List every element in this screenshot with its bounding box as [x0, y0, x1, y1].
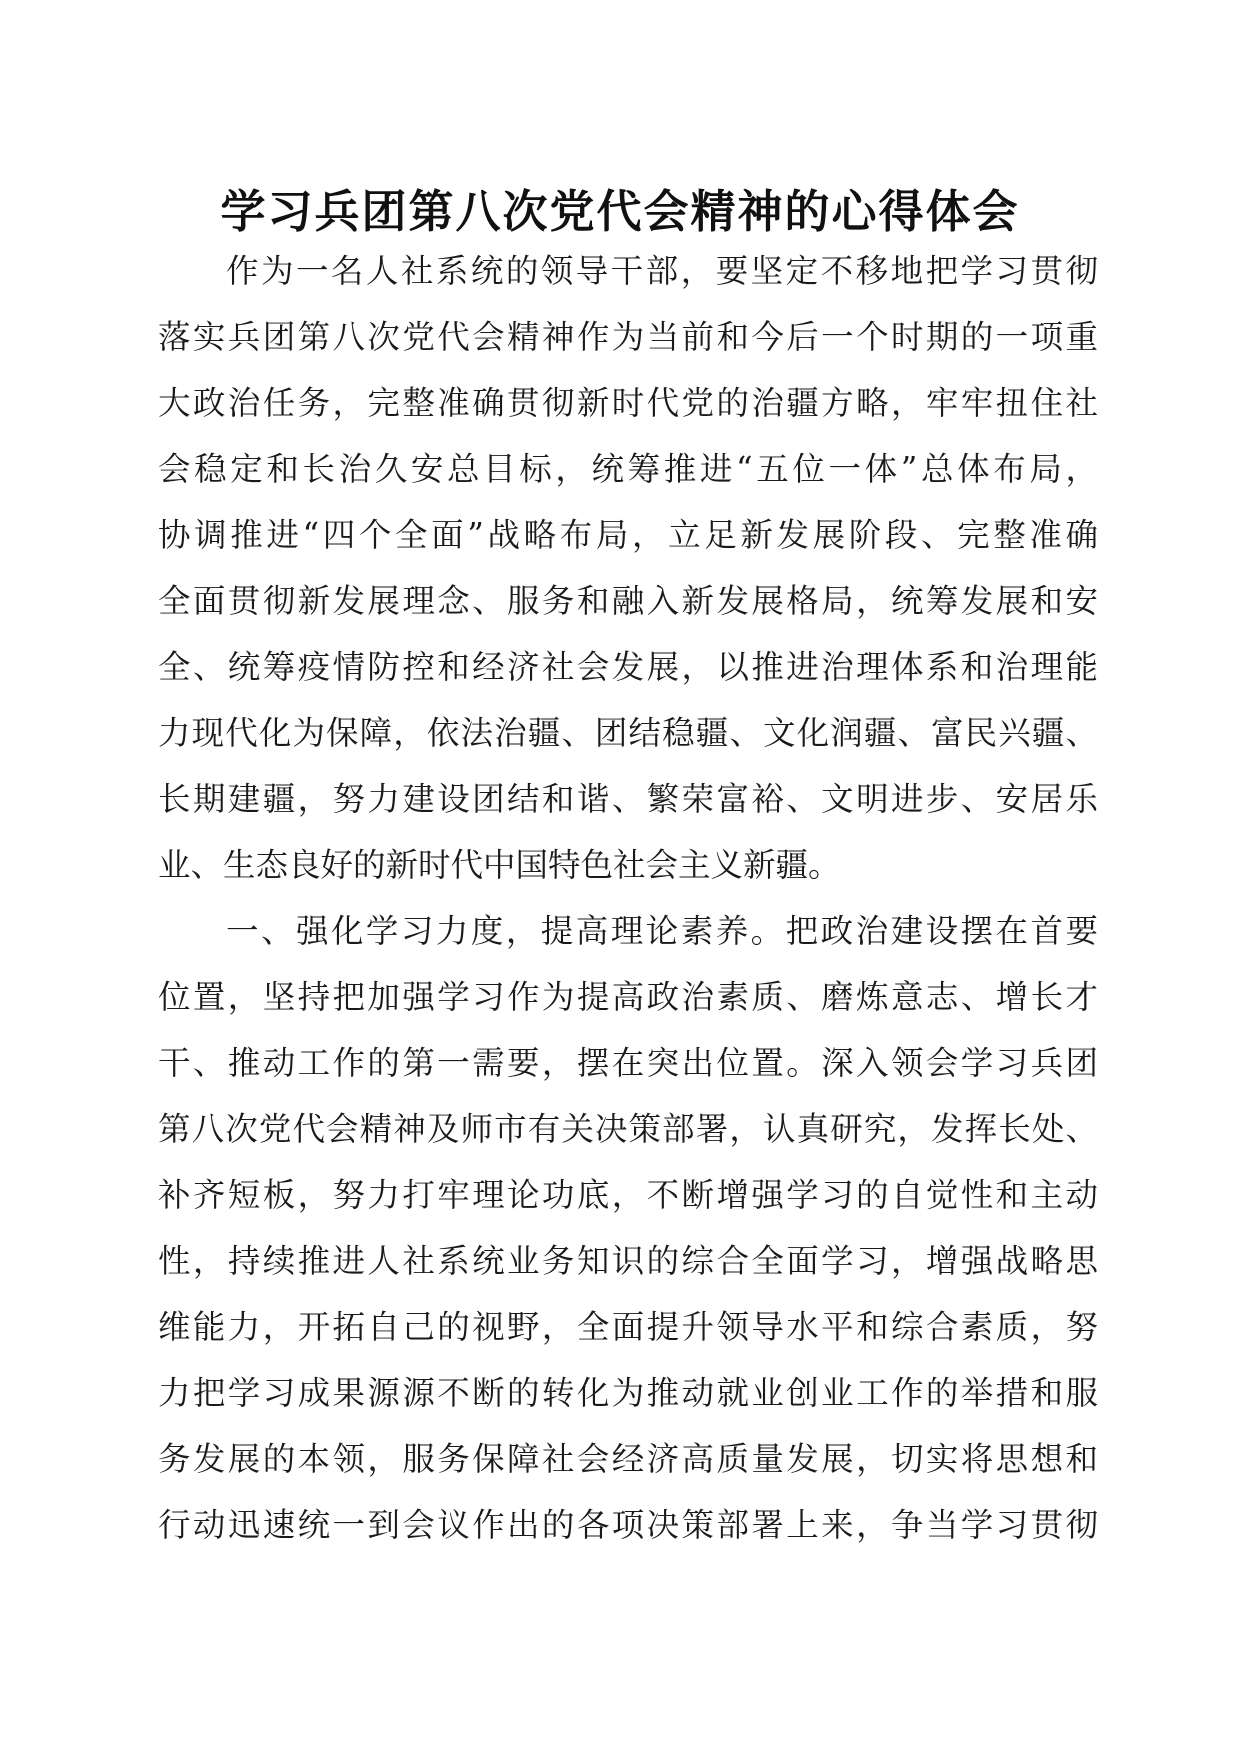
paragraph-2-line-1: 一、强化学习力度，提高理论素养。把政治建设摆在首要: [226, 912, 1098, 950]
paragraph-2-line-2: 位置，坚持把加强学习作为提高政治素质、磨炼意志、增长才: [158, 978, 1098, 1016]
paragraph-1-line-5: 协调推进“四个全面”战略布局，立足新发展阶段、完整准确: [158, 516, 1098, 554]
paragraph-1-line-9: 长期建疆，努力建设团结和谐、繁荣富裕、文明进步、安居乐: [158, 780, 1098, 818]
paragraph-2-line-6: 性，持续推进人社系统业务知识的综合全面学习，增强战略思: [158, 1242, 1098, 1280]
document-title: 学习兵团第八次党代会精神的心得体会: [220, 185, 1020, 238]
paragraph-2-line-4: 第八次党代会精神及师市有关决策部署，认真研究，发挥长处、: [158, 1110, 1098, 1148]
paragraph-2-line-8: 力把学习成果源源不断的转化为推动就业创业工作的举措和服: [158, 1374, 1098, 1412]
paragraph-1-line-4: 会稳定和长治久安总目标，统筹推进“五位一体”总体布局，: [158, 450, 1098, 488]
paragraph-1-line-2: 落实兵团第八次党代会精神作为当前和今后一个时期的一项重: [158, 318, 1098, 356]
paragraph-1-line-10: 业、生态良好的新时代中国特色社会主义新疆。: [158, 846, 841, 884]
paragraph-1-line-8: 力现代化为保障，依法治疆、团结稳疆、文化润疆、富民兴疆、: [158, 714, 1098, 752]
paragraph-2-line-9: 务发展的本领，服务保障社会经济高质量发展，切实将思想和: [158, 1440, 1098, 1478]
paragraph-1-line-3: 大政治任务，完整准确贯彻新时代党的治疆方略，牢牢扭住社: [158, 384, 1098, 422]
paragraph-2-line-3: 干、推动工作的第一需要，摆在突出位置。深入领会学习兵团: [158, 1044, 1098, 1082]
paragraph-1-line-7: 全、统筹疫情防控和经济社会发展，以推进治理体系和治理能: [158, 648, 1098, 686]
paragraph-1-line-1: 作为一名人社系统的领导干部，要坚定不移地把学习贯彻: [226, 252, 1098, 290]
paragraph-1-line-6: 全面贯彻新发展理念、服务和融入新发展格局，统筹发展和安: [158, 582, 1098, 620]
paragraph-2-line-10: 行动迅速统一到会议作出的各项决策部署上来，争当学习贯彻: [158, 1506, 1098, 1544]
paragraph-2-line-5: 补齐短板，努力打牢理论功底，不断增强学习的自觉性和主动: [158, 1176, 1098, 1214]
paragraph-2-line-7: 维能力，开拓自己的视野，全面提升领导水平和综合素质，努: [158, 1308, 1098, 1346]
